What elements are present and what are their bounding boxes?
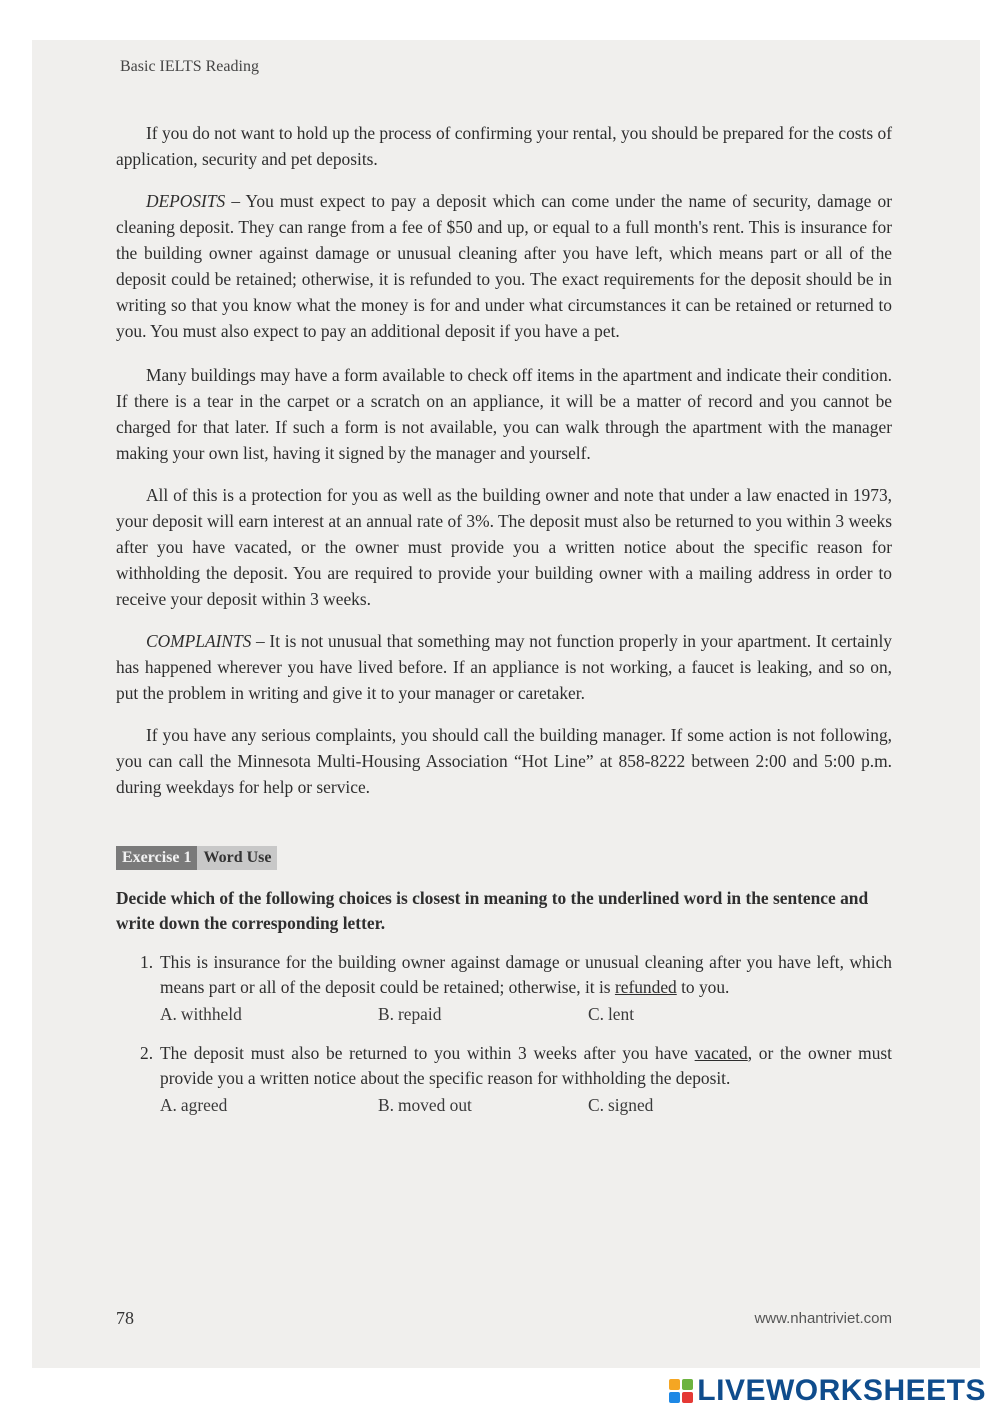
paragraph-protection: All of this is a protection for you as well as the building owner and note that under a law enacted in 1973, your deposit will earn interest at an annual rate of 3%. The deposit must also be returned to you within 3 weeks after you have vacated, or the owner must provide you a written notice about the specific reason for withholding the deposit. You are required to provide your building owner with a mailing address in order to receive your deposit within 3 weeks. <box>116 485 892 609</box>
brand-name: LIVEWORKSHEETS <box>697 1374 986 1407</box>
paragraph-hotline: If you have any serious complaints, you should call the building manager. If some action is not following, you can call the Minnesota Multi-Housing Association “Hot Line” at 858-8222 between 2:00 and 5:00 p.m. during weekdays for help or service. <box>116 725 892 797</box>
option-c[interactable]: C. signed <box>588 1095 654 1115</box>
exercise-tag: Exercise 1 <box>116 846 197 870</box>
paragraph-complaints <box>116 628 892 706</box>
deposits-heading: DEPOSITS <box>146 191 226 211</box>
complaints-text: – It is not unusual that something may not function properly in your apartment. It certainly has happened wherever you have lived before. If an appliance is not working, a faucet is leaking, and so on, put the problem in writing and give it to your manager or caretaker. <box>116 631 892 703</box>
logo-square <box>682 1379 693 1390</box>
page-number: 78 <box>116 1308 134 1328</box>
paragraph-intro: If you do not want to hold up the process of confirming your rental, you should be prepared for the costs of application, security and pet deposits. <box>116 123 892 169</box>
option-a[interactable]: A. agreed <box>160 1095 228 1115</box>
exercise-instructions: Decide which of the following choices is closest in meaning to the underlined word in the sentence and write down the corresponding letter. <box>116 888 869 933</box>
logo-square <box>682 1392 693 1403</box>
underlined-word: vacated <box>694 1043 748 1063</box>
footer-website: www.nhantriviet.com <box>754 1310 892 1327</box>
question-2 <box>140 1041 892 1118</box>
paragraph-condition-form: Many buildings may have a form available to check off items in the apartment and indicate their condition. If there is a tear in the carpet or a scratch on an appliance, it will be a matter of record and you cannot be charged for that later. If such a form is not available, you can walk through the apartment with the manager making your own list, having it signed by the manager and yourself. <box>116 365 892 463</box>
logo-square <box>669 1379 680 1390</box>
exercise-label <box>116 846 277 870</box>
deposits-text: – You must expect to pay a deposit which can come under the name of security, damage or cleaning deposit. They can range from a fee of $50 and up, or equal to a full month's rent. This is insurance for the building owner against damage or unusual cleaning after you have left, which means part or all of the deposit could be retained; otherwise, it is refunded to you. The exact requirements for the deposit should be in writing so that you know what the money is for and under what circumstances it can be retained or returned to you. You must also expect to pay an additional deposit if you have a pet. <box>116 191 892 341</box>
option-b[interactable]: B. moved out <box>378 1095 472 1115</box>
exercise-name: Word Use <box>197 846 277 870</box>
logo-square <box>669 1392 680 1403</box>
liveworksheets-brand <box>669 1374 986 1408</box>
passage <box>116 120 892 1132</box>
option-a[interactable]: A. withheld <box>160 1004 242 1024</box>
question-text: This is insurance for the building owner against damage or unusual cleaning after you have left, which means part or all of the deposit could be retained; otherwise, it is refunded to you. <box>160 952 892 997</box>
question-1 <box>140 950 892 1027</box>
underlined-word: refunded <box>614 977 677 997</box>
answer-options <box>160 1093 892 1118</box>
paragraph-deposits <box>116 188 892 344</box>
running-head: Basic IELTS Reading <box>120 58 259 75</box>
answer-options <box>160 1002 892 1027</box>
question-number: 2. <box>140 1043 154 1063</box>
question-text: The deposit must also be returned to you within 3 weeks after you have vacated, or the owner must provide you a written notice about the specific reason for withholding the deposit. <box>160 1043 892 1088</box>
liveworksheets-logo-icon <box>669 1379 693 1403</box>
option-b[interactable]: B. repaid <box>378 1004 442 1024</box>
option-c[interactable]: C. lent <box>588 1004 635 1024</box>
question-number: 1. <box>140 952 154 972</box>
complaints-heading: COMPLAINTS <box>146 631 252 651</box>
